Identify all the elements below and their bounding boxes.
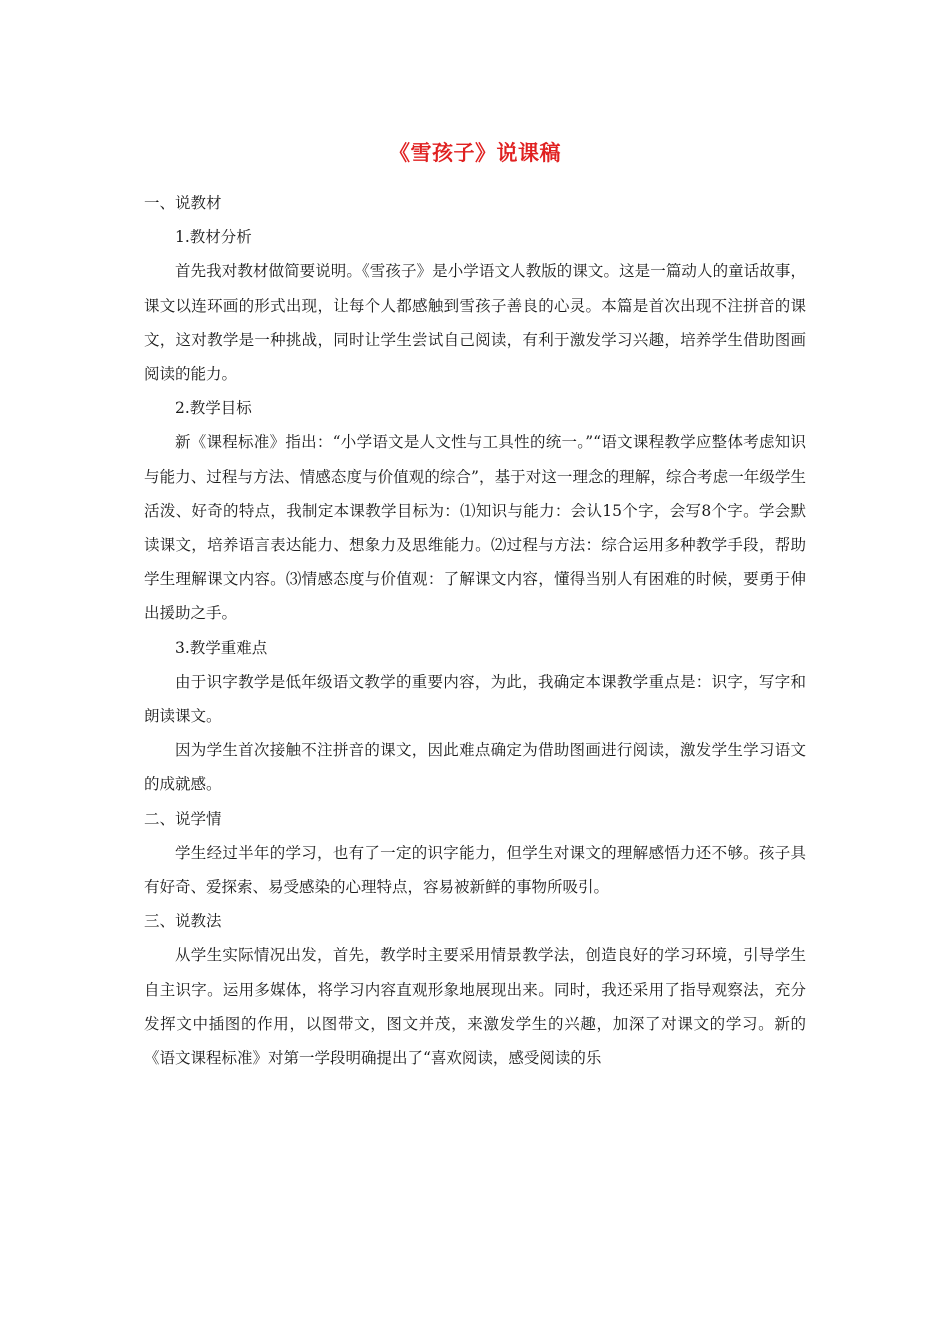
- body-paragraph: 新《课程标准》指出：“小学语文是人文性与工具性的统一。”“语文课程教学应整体考虑知识与能力、过程与方法、情感态度与价值观的综合”，基于对这一理念的理解，综合考虑一年级学生活泼、好奇的特点，我制定本课教学目标为：⑴知识与能力：会认15个字，会写8个字。学会默读课文，培养语言表达能力、想象力及思维能力。⑵过程与方法：综合运用多种教学手段，帮助学生理解课文内容。⑶情感态度与价值观：了解课文内容，懂得当别人有困难的时候，要勇于伸出援助之手。: [144, 433, 806, 623]
- subsection-heading: 2.教学目标: [175, 399, 252, 418]
- body-paragraph: 由于识字教学是低年级语文教学的重要内容，为此，我确定本课教学重点是：识字，写字和朗读课文。: [144, 672, 806, 726]
- subsection-heading: 3.教学重难点: [175, 638, 268, 657]
- section-heading: 二、说学情: [144, 809, 222, 828]
- body-paragraph: 因为学生首次接触不注拼音的课文，因此难点确定为借助图画进行阅读，激发学生学习语文的成就感。: [144, 741, 806, 794]
- body-paragraph: 从学生实际情况出发，首先，教学时主要采用情景教学法，创造良好的学习环境，引导学生自主识字。运用多媒体，将学习内容直观形象地展现出来。同时，我还采用了指导观察法，充分发挥文中插图的作用，以图带文，图文并茂，来激发学生的兴趣，加深了对课文的学习。新的《语文课程标准》对第一学段明确提出了“喜欢阅读，感受阅读的乐: [144, 946, 806, 1068]
- body-paragraph: 学生经过半年的学习，也有了一定的识字能力，但学生对课文的理解感悟力还不够。孩子具有好奇、爱探索、易受感染的心理特点，容易被新鲜的事物所吸引。: [144, 843, 806, 897]
- document-body: [144, 186, 806, 1075]
- body-paragraph: 首先我对教材做简要说明。《雪孩子》是小学语文人教版的课文。这是一篇动人的童话故事，课文以连环画的形式出现，让每个人都感触到雪孩子善良的心灵。本篇是首次出现不注拼音的课文，这对教学是一种挑战，同时让学生尝试自己阅读，有利于激发学习兴趣，培养学生借助图画阅读的能力。: [144, 262, 806, 384]
- subsection-heading: 1.教材分析: [175, 228, 252, 247]
- section-heading: 三、说教法: [144, 912, 222, 931]
- document-title: 《雪孩子》说课稿: [389, 140, 561, 165]
- section-heading: 一、说教材: [144, 194, 222, 212]
